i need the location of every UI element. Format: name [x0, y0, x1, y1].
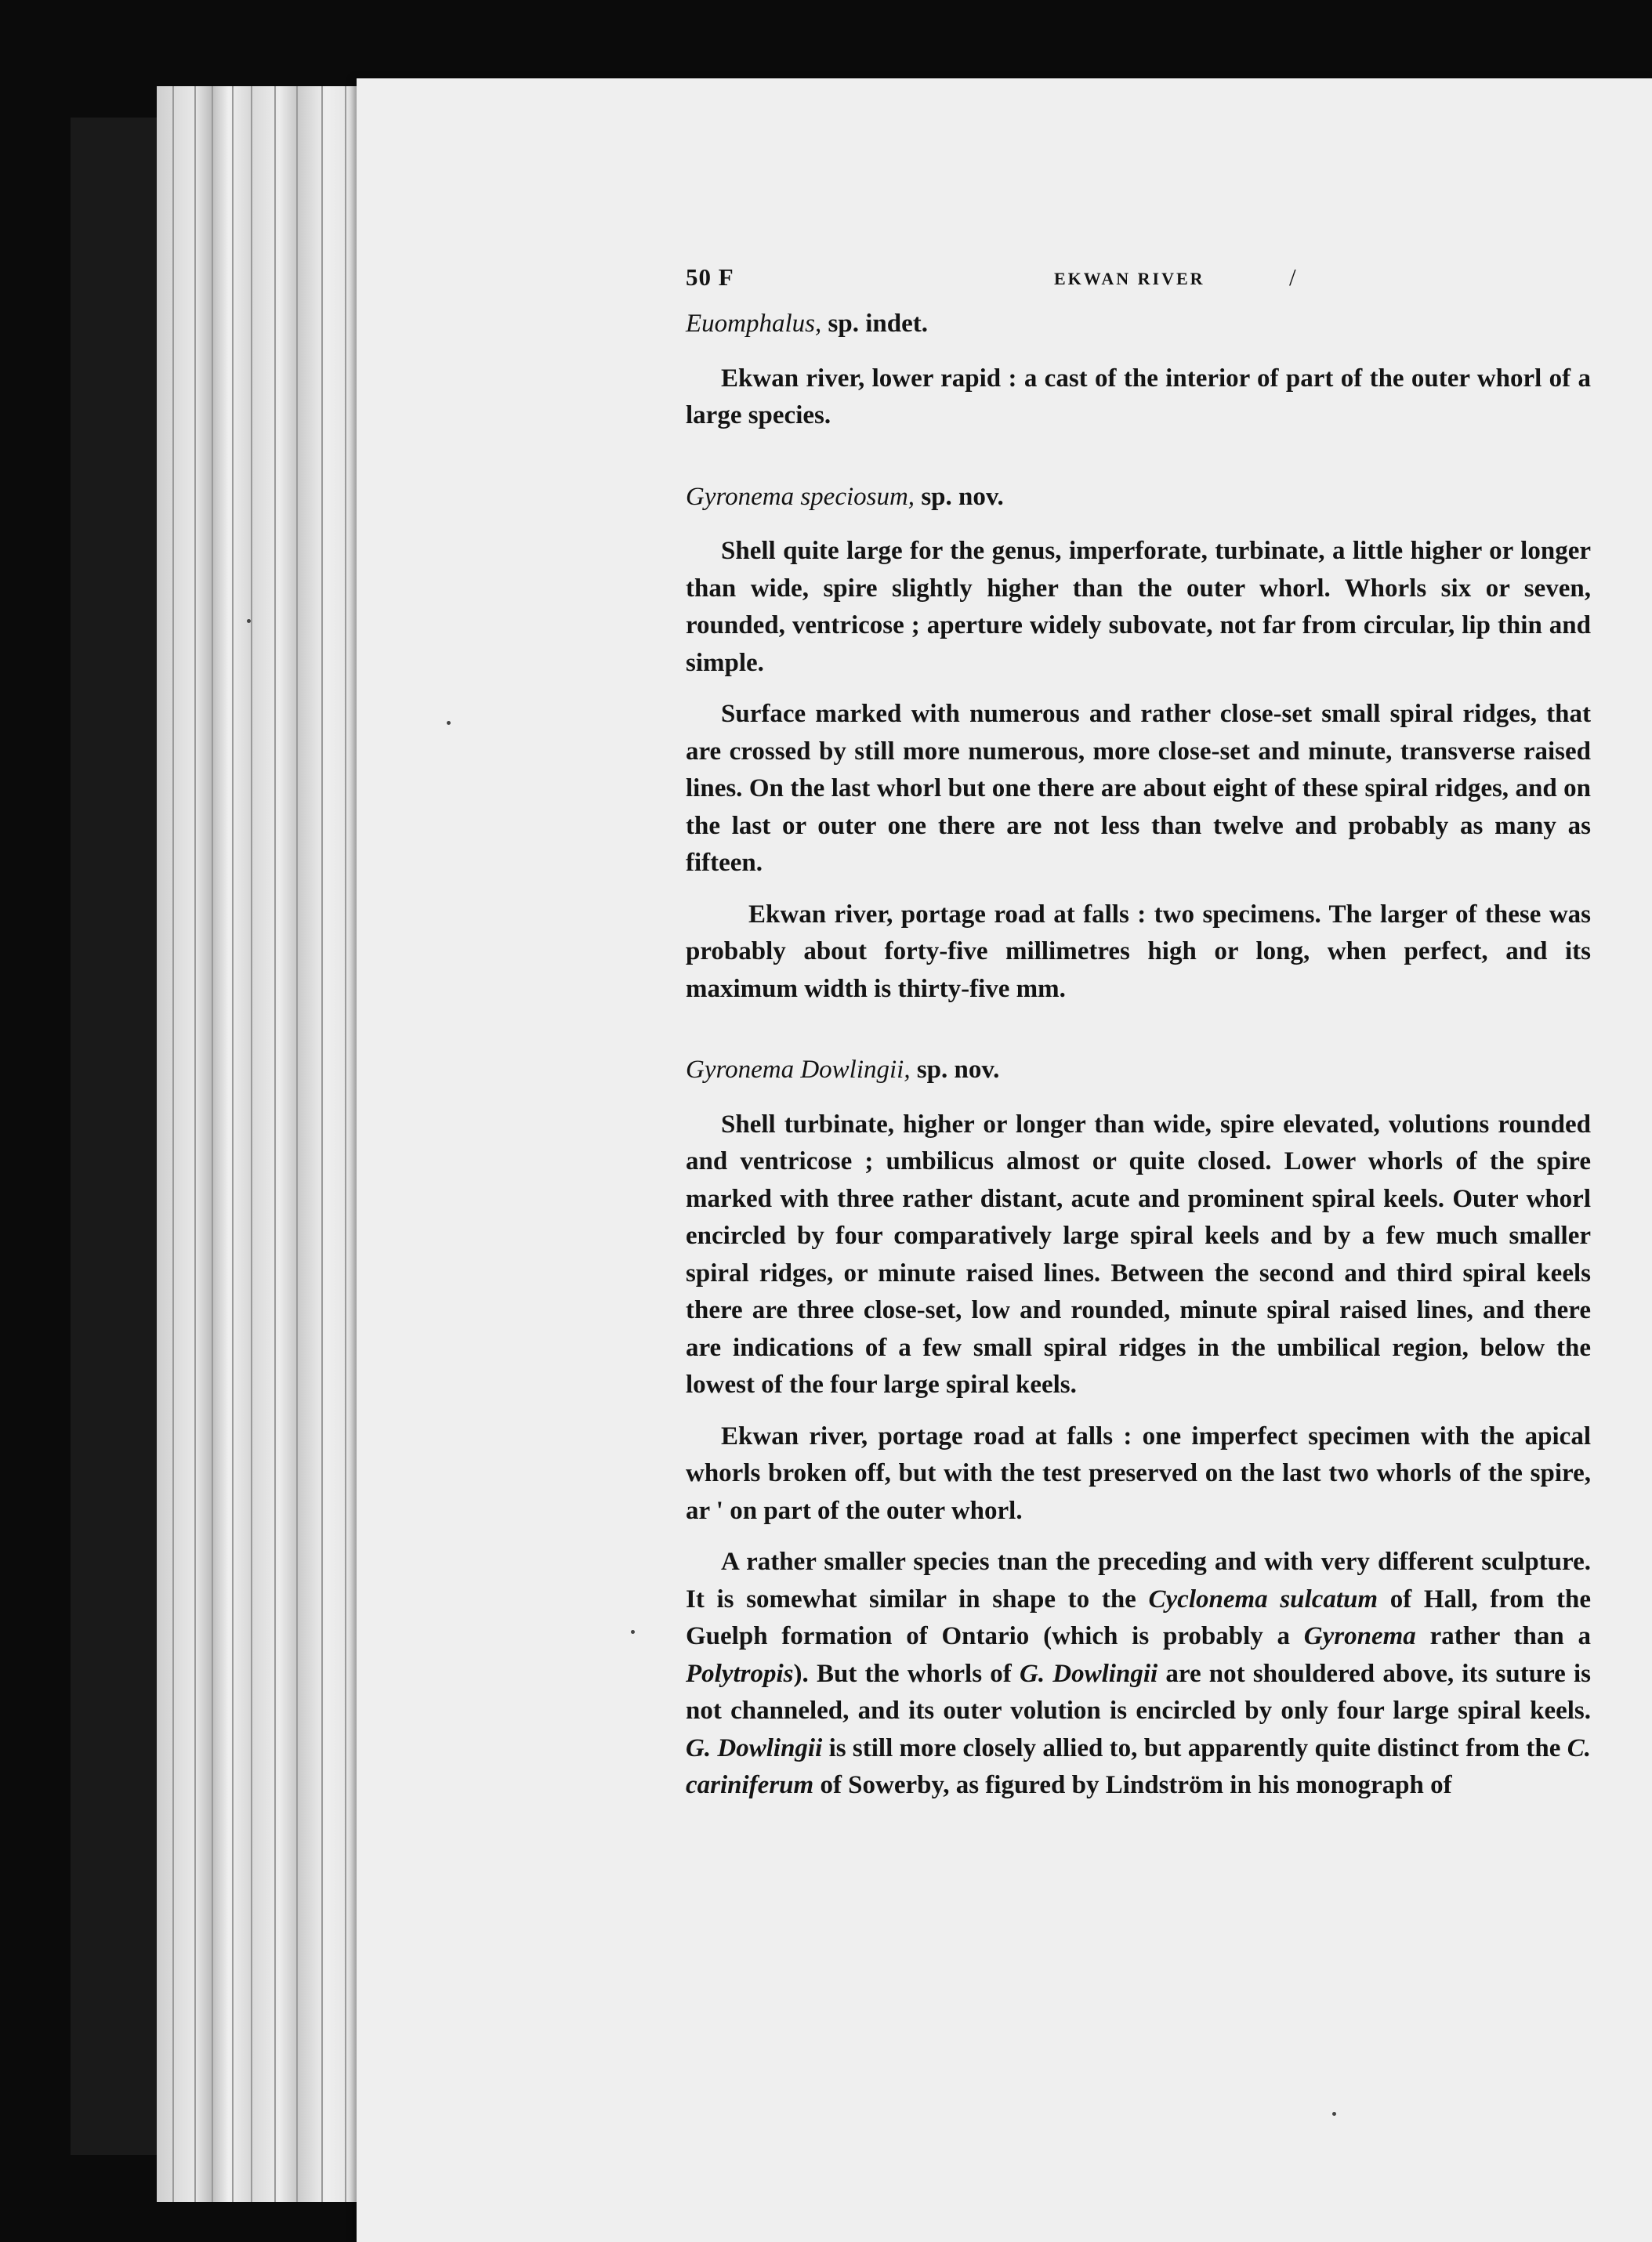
species-heading-italic: Euomphalus,: [686, 310, 822, 338]
book-page: [357, 78, 1652, 2242]
paragraph: Surface marked with numerous and rather close-set small spiral ridges, that are crossed by still more numerous, more close-set and minute, transverse raised lines. On the last whorl but one there are about eight of these spiral ridges, and on the last or outer one there are not less than twelve and probably as many as fifteen.: [686, 700, 1591, 877]
species-heading: [686, 306, 1591, 343]
running-head-title: EKWAN RIVER: [1054, 269, 1205, 288]
paper-speck: [631, 1630, 635, 1634]
page-stack-edges: [157, 86, 368, 2202]
paragraph: Shell quite large for the genus, imperforate, turbinate, a little higher or longer than wide, spire slightly higher than the outer whorl. Whorls six or seven, rounded, ventricose ; aperture widely subovate, not far from circular, lip thin and simple.: [686, 537, 1591, 677]
page-number: 50 F: [686, 263, 734, 291]
species-heading: [686, 479, 1591, 516]
species-heading-plain: sp. nov.: [910, 1056, 1000, 1084]
paragraph: Ekwan river, portage road at falls : one imperfect specimen with the apical whorls broken off, but with the test preserved on the last two whorls of the spire, ar ' on part of the outer whorl.: [686, 1422, 1591, 1525]
species-heading: [686, 1052, 1591, 1089]
species-heading-italic: Gyronema Dowlingii,: [686, 1056, 911, 1084]
running-head-mark: /: [1289, 263, 1297, 291]
paper-speck: [447, 721, 451, 725]
page-text: [686, 259, 1591, 1819]
paper-speck: [247, 619, 251, 623]
species-heading-italic: Gyronema speciosum,: [686, 482, 915, 511]
paragraph: Shell turbinate, higher or longer than wide, spire elevated, volutions rounded and ventricose ; umbilicus almost or quite closed. Lower whorls of the spire marked with three rather distant, acute and prominent spiral keels. Outer whorl encircled by four comparatively large spiral keels and by a few much smaller spiral ridges, or minute raised lines. Between the second and third spiral keels there are three close-set, low and rounded, minute spiral raised lines, and there are indications of a few small spiral ridges in the umbilical region, below the lowest of the four large spiral keels.: [686, 1110, 1591, 1399]
paper-speck: [1332, 2112, 1336, 2116]
closing-paragraph: A rather smaller species tnan the preceding and with very different sculpture. It is somewhat similar in shape to the Cyclonema sulcatum of Hall, from the Guelph formation of Ontario (which is probably a Gyronema rather than a Polytropis). But the whorls of G. Dowlingii are not shouldered above, its suture is not channeled, and its outer volution is encircled by only four large spiral keels. G. Dowlingii is still more closely allied to, but apparently quite distinct from the C. cariniferum of Sowerby, as figured by Lindström in his monograph of: [686, 1548, 1592, 1799]
species-heading-plain: sp. nov.: [915, 482, 1004, 511]
paragraph: Ekwan river, lower rapid : a cast of the interior of part of the outer whorl of a large species.: [686, 364, 1591, 429]
species-heading-plain: sp. indet.: [821, 310, 928, 338]
paragraph: Ekwan river, portage road at falls : two specimens. The larger of these was probably about forty-five millimetres high or long, when perfect, and its maximum width is thirty-five mm.: [686, 900, 1591, 1003]
running-header: [686, 259, 1591, 306]
